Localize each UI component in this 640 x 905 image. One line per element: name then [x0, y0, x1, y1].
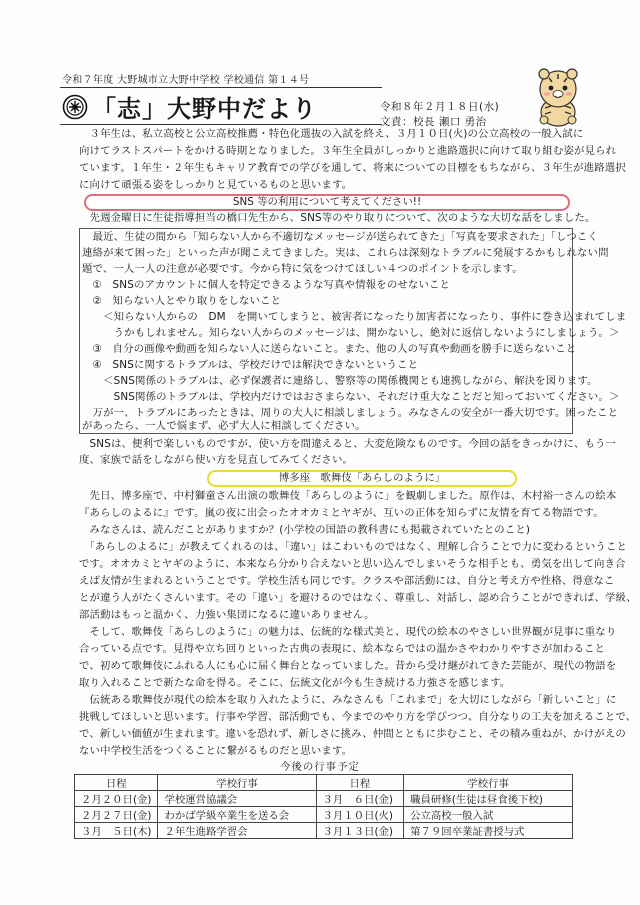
schedule-title: 今後の行事予定 [280, 761, 360, 773]
intro-line-3: ています。１年生・２年生もキャリア教育での学びを通して、将来についての目標をもちながら、３年生が進路選択 [79, 162, 626, 174]
kabuki-line: で、初めて歌舞伎にふれる人にも心に届く舞台となっていました。昔から受け継がれてきた芸能が、現代の物語を [79, 660, 617, 672]
schedule-event: 学校運営協議会 [158, 791, 316, 807]
mascot-tiger-icon [527, 62, 589, 128]
sns-box-line: 連絡が来て困った」といった声が聞こえてきました。実は、これらは深刻なトラブルに発展するかもしれない問 [82, 247, 609, 259]
header-rule-top [60, 87, 382, 88]
kabuki-heading: 博多座 歌舞伎「あらしのように」 [207, 470, 517, 487]
kabuki-line: えば友情が生まれるということです。学校生活も同じです。クラスや部活動には、自分と考え方や性格、得意なこ [79, 575, 615, 587]
kabuki-line: ない中学校生活をつくることに繋がるものだと思います。 [79, 745, 353, 757]
schedule-date: ２月２７日(金) [75, 807, 158, 823]
schedule-date: ３月１０日(火) [316, 807, 404, 823]
kabuki-line: 「あらしのよるに」が教えてくれるのは、「違い」はこわいものではなく、理解し合うことで力に変わるということ [79, 541, 628, 553]
sns-point-2: ② 知らない人とやり取りをしないこと [82, 295, 282, 307]
kabuki-line: 伝統ある歌舞伎が現代の絵本を取り入れたように、みなさんも「これまで」を大切にしながら「新しいこと」に [79, 694, 617, 706]
table-row [75, 791, 573, 807]
schedule-event: 職員研修(生徒は昼食後下校) [404, 791, 573, 807]
intro-line-1: ３年生は、私立高校と公立高校推薦・特色化選抜の入試を終え、３月１０日(火)の公立高校の一般入試に [79, 128, 584, 140]
sns-lead: 先週金曜日に生徒指導担当の橋口先生から、SNS等のやり取りについて、次のような大切な話をしました。 [79, 212, 596, 224]
sns-after-line-2: 度、家族で話をしながら使い方を見直してみてください。 [79, 454, 354, 466]
intro-line-2: 向けてラストスパートをかける時期となりました。３年生全員がしっかりと進路選択に向けて取り組む姿が見られ [79, 145, 617, 157]
sns-box-line: があったら、一人で悩まず、必ず大人に相談してください。 [82, 420, 366, 432]
newsletter-meta: 令和７年度 大野城市立大野中学校 学校通信 第１４号 [62, 75, 310, 86]
table-row [75, 807, 573, 823]
schedule-date: ３月 ６日(金) [316, 791, 404, 807]
kabuki-line: とが違う人がたくさんいます。その「違い」を避けるのではなく、尊重し、対話し、認め合うことができれば、学級、 [79, 592, 637, 604]
schedule-header-date: 日程 [75, 775, 158, 791]
kabuki-line: 『あらしのよるに』です。嵐の夜に出会ったオオカミとヤギが、互いの正体を知らずに友情を育てる物語です。 [79, 507, 604, 519]
kabuki-line: 取り入れることで新たな命を得る。そこに、伝統文化が今も生き続ける力強さを感じます。 [79, 677, 511, 689]
sns-after-line-1: SNSは、便利で楽しいものですが、使い方を間違えると、大変危険なものです。今回の話をきっかけに、もう一 [79, 438, 617, 450]
sns-box-line: ＜知らない人からの DM を開いてしまうと、被害者になったり加害者になったり、事件に巻き込まれてしま [82, 311, 627, 323]
sns-point-1: ① SNSのアカウントに個人を特定できるような写真や情報をのせないこと [82, 279, 451, 291]
schedule-header-date: 日程 [316, 775, 404, 791]
sns-heading: SNS 等の利用について考えてください!! [84, 194, 570, 211]
schedule-date: ３月１３日(金) [316, 823, 404, 839]
schedule-table [74, 774, 573, 839]
schedule-header-event: 学校行事 [404, 775, 573, 791]
issue-author: 文責：校長 瀬口 勇治 [380, 116, 487, 128]
sns-box-line: SNS関係のトラブルは、学校内だけではおさまらない、それだけ重大なことだと知っておいてください。＞ [82, 391, 620, 403]
schedule-header-row [75, 775, 573, 791]
issue-date: 令和８年２月１８日(水) [380, 101, 500, 113]
kabuki-line: 挑戦してほしいと思います。行事や学習、部活動でも、今までのやり方を学びつつ、自分なりの工夫を加えることで、 [79, 711, 637, 723]
table-row [75, 823, 573, 839]
kabuki-line: です。オオカミとヤギのように、本来なら分かり合えないと思い込んでしまいそうな相手とも、勇気を出して向き合 [79, 558, 626, 570]
sns-box-line: ＜SNS関係のトラブルは、必ず保護者に連絡し、警察等の関係機関とも連携しながら、解決を図ります。 [82, 375, 598, 387]
sns-point-3: ③ 自分の画像や動画を知らない人に送らないこと。また、他の人の写真や動画を勝手に送らないこと [82, 343, 577, 355]
header-rule-bottom [60, 124, 382, 125]
kabuki-line: みなさんは、読んだことがありますか？(小学校の国語の教科書にも掲載されていたとのこと) [79, 524, 531, 536]
sns-box-line: 最近、生徒の間から「知らない人から不適切なメッセージが送られてきた」「写真を要求された」「しつこく [82, 231, 599, 243]
school-emblem-icon [62, 94, 88, 120]
schedule-date: ３月 ５日(木) [75, 823, 158, 839]
kabuki-line: 合っている点です。見得や立ち回りといった古典の表現に、絵本ならではの温かさやわかりやすさが加わること [79, 643, 606, 655]
kabuki-line: そして、歌舞伎「あらしのように」の魅力は、伝統的な様式美と、現代の絵本のやさしい世界観が見事に重なり [79, 626, 617, 638]
sns-box-line: うかもしれません。知らない人からのメッセージは、開かないし、絶対に返信しないようにしましょう。＞ [82, 327, 620, 339]
intro-line-4: に向けて頑張る姿をしっかりと見ているものと思います。 [79, 179, 353, 191]
schedule-event: ２年生進路学習会 [158, 823, 316, 839]
schedule-event: わかば学級卒業生を送る会 [158, 807, 316, 823]
sns-point-4: ④ SNSに関するトラブルは、学校だけでは解決できないということ [82, 359, 419, 371]
schedule-event: 第７９回卒業証書授与式 [404, 823, 573, 839]
sns-box-line: 万が一、トラブルにあったときは、周りの大人に相談しましょう。みなさんの安全が一番大切です。困ったこと [82, 407, 619, 419]
kabuki-line: 部活動はもっと温かく、力強い集団になるに違いありません。 [79, 609, 375, 621]
kabuki-line: 先日、博多座で、中村獅童さん出演の歌舞伎「あらしのように」を観劇しました。原作は、木村裕一さんの絵本 [79, 490, 617, 502]
newsletter-title: 「志」大野中だより [92, 95, 317, 123]
schedule-date: ２月２０日(金) [75, 791, 158, 807]
schedule-event: 公立高校一般入試 [404, 807, 573, 823]
kabuki-line: で、新しい価値が生まれます。違いを恐れず、新しさに挑み、仲間とともに歩むこと、その積み重ねが、かけがえの [79, 728, 626, 740]
schedule-header-event: 学校行事 [158, 775, 316, 791]
sns-box-line: 題で、一人一人の注意が必要です。今から特に気をつけてほしい４つのポイントを示します。 [82, 263, 523, 275]
